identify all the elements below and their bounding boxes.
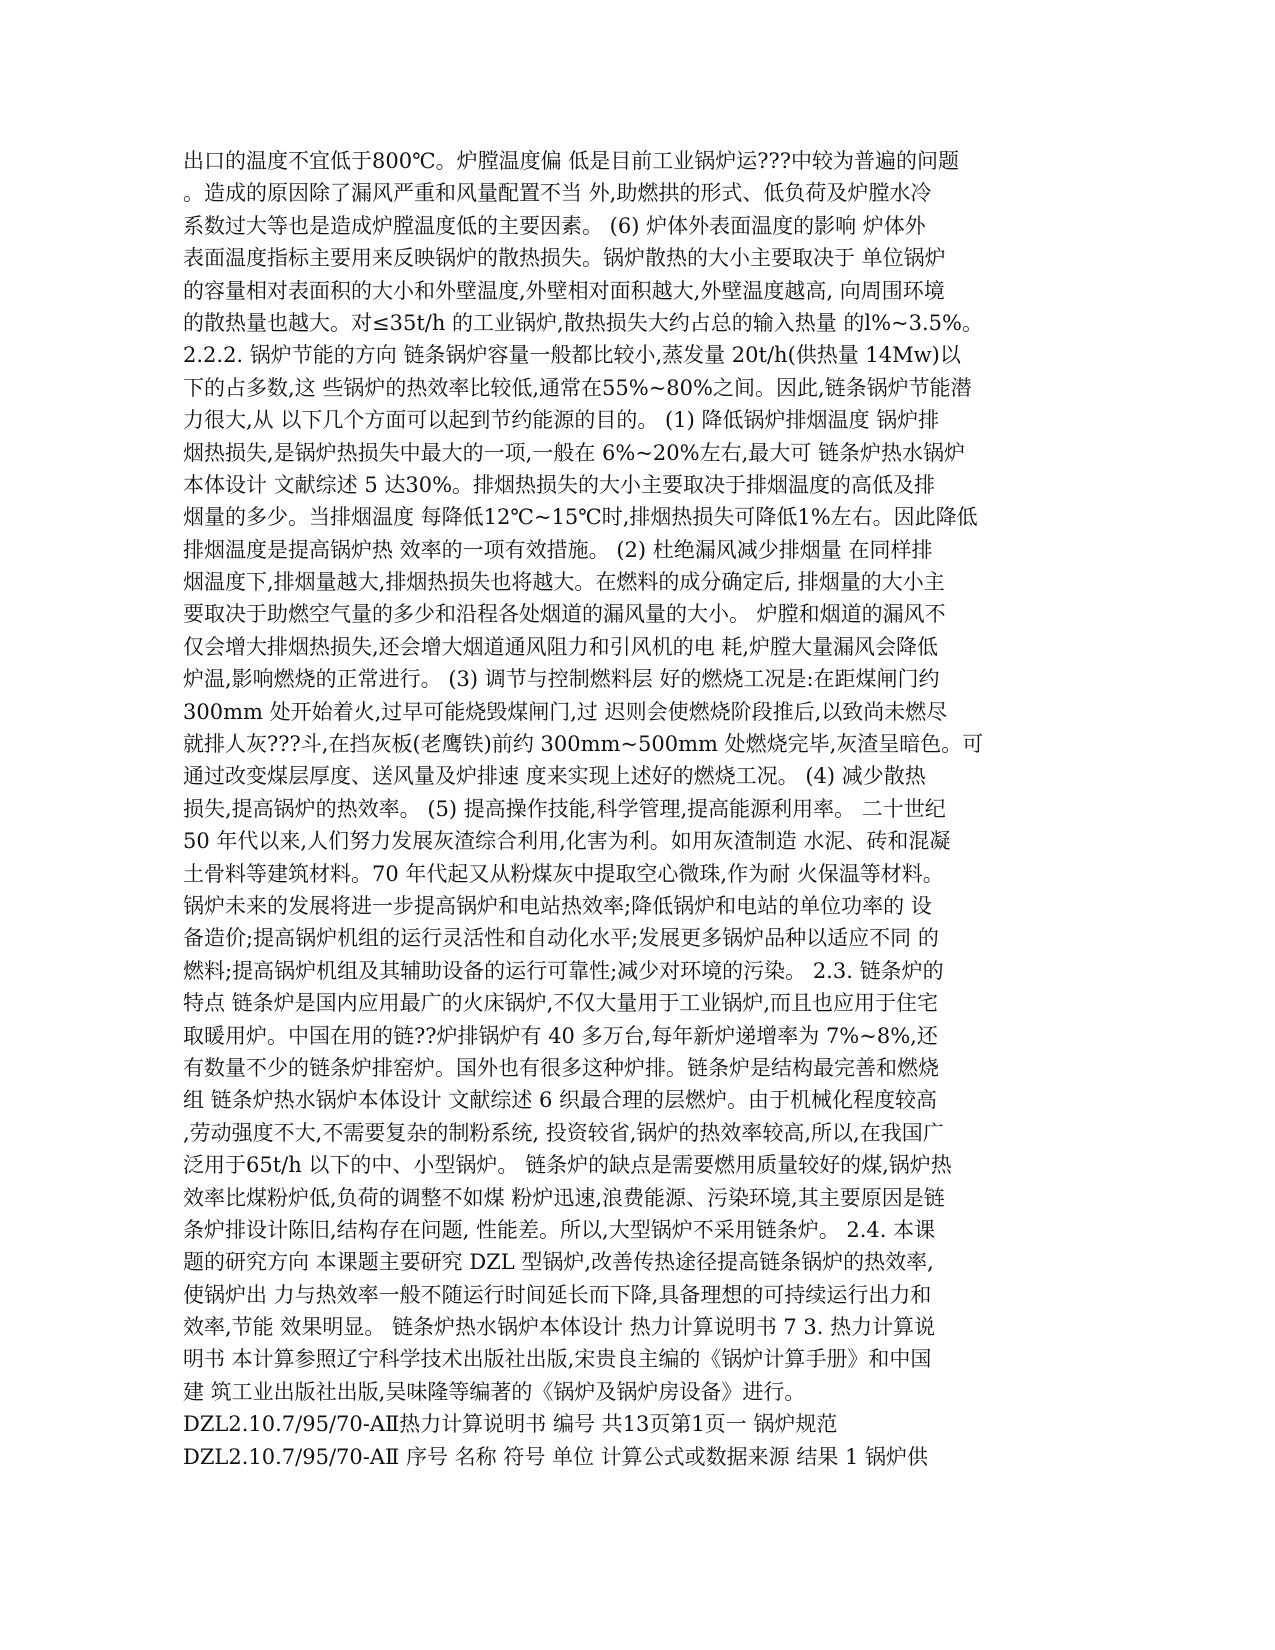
text-line: 下的占多数,这 些锅炉的热效率比较低,通常在55%~80%之间。因此,链条锅炉节能潜 [183, 375, 972, 400]
text-line: 备造价;提高锅炉机组的运行灵活性和自动化水平;发展更多锅炉品种以适应不同 的 [183, 926, 939, 951]
text-line: 有数量不少的链条炉排窑炉。国外也有很多这种炉排。链条炉是结构最完善和燃烧 [183, 1055, 939, 1080]
text-line: 烟量的多少。当排烟温度 每降低12℃~15℃时,排烟热损失可降低1%左右。因此降低 [183, 505, 978, 530]
text-line: 表面温度指标主要用来反映锅炉的散热损失。锅炉散热的大小主要取决于 单位锅炉 [183, 246, 946, 271]
text-line: 损失,提高锅炉的热效率。 (5) 提高操作技能,科学管理,提高能源利用率。 二十世纪 [183, 796, 946, 821]
text-line: 土骨料等建筑材料。70 年代起又从粉煤灰中提取空心微珠,作为耐 火保温等材料。 [183, 861, 944, 886]
text-line: 50 年代以来,人们努力发展灰渣综合利用,化害为利。如用灰渣制造 水泥、砖和混凝 [183, 829, 951, 854]
text-line: 的容量相对表面积的大小和外壁温度,外壁相对面积越大,外壁温度越高, 向周围环境 [183, 278, 945, 303]
text-line: ,劳动强度不大,不需要复杂的制粉系统, 投资较省,锅炉的热效率较高,所以,在我国广 [183, 1120, 944, 1145]
text-line: 泛用于65t/h 以下的中、小型锅炉。 链条炉的缺点是需要燃用质量较好的煤,锅炉热 [183, 1153, 952, 1178]
text-line: 取暖用炉。中国在用的链??炉排锅炉有 40 多万台,每年新炉递增率为 7%~8%,还 [183, 1023, 938, 1048]
text-line: 力很大,从 以下几个方面可以起到节约能源的目的。 (1) 降低锅炉排烟温度 锅炉排 [183, 408, 940, 433]
text-line: 烟温度下,排烟量越大,排烟热损失也将越大。在燃料的成分确定后, 排烟量的大小主 [183, 570, 945, 595]
body-text [183, 145, 1053, 1473]
text-line: 烟热损失,是锅炉热损失中最大的一项,一般在 6%~20%左右,最大可 链条炉热水锅炉 [183, 440, 965, 465]
text-line: 效率比煤粉炉低,负荷的调整不如煤 粉炉迅速,浪费能源、污染环境,其主要原因是链 [183, 1185, 945, 1210]
text-line: 燃料;提高锅炉机组及其辅助设备的运行可靠性;减少对环境的污染。 2.3. 链条炉的 [183, 958, 944, 983]
text-line: 条炉排设计陈旧,结构存在问题, 性能差。所以,大型锅炉不采用链条炉。 2.4. 本课 [183, 1217, 936, 1242]
text-line: 通过改变煤层厚度、送风量及炉排速 度来实现上述好的燃烧工况。 (4) 减少散热 [183, 764, 926, 789]
text-line: 。造成的原因除了漏风严重和风量配置不当 外,助燃拱的形式、低负荷及炉膛水冷 [183, 181, 932, 206]
text-line: DZL2.10.7/95/70-AⅡ热力计算说明书 编号 共13页第1页一 锅炉规范 [183, 1412, 838, 1437]
text-line: 炉温,影响燃烧的正常进行。 (3) 调节与控制燃料层 好的燃烧工况是:在距煤闸门约 [183, 667, 940, 692]
text-line: 建 筑工业出版社出版,吴味隆等编著的《锅炉及锅炉房设备》进行。 [183, 1379, 806, 1404]
text-line: 题的研究方向 本课题主要研究 DZL 型锅炉,改善传热途径提高链条锅炉的热效率, [183, 1250, 934, 1275]
text-line: 明书 本计算参照辽宁科学技术出版社出版,宋贵良主编的《锅炉计算手册》和中国 [183, 1347, 932, 1372]
text-line: DZL2.10.7/95/70-AⅡ 序号 名称 符号 单位 计算公式或数据来源 结果 1 锅炉供 [183, 1444, 929, 1469]
text-line: 出口的温度不宜低于800℃。炉膛温度偏 低是目前工业锅炉运???中较为普遍的问题 [183, 149, 960, 173]
text-line: 要取决于助燃空气量的多少和沿程各处烟道的漏风量的大小。 炉膛和烟道的漏风不 [183, 602, 946, 627]
text-line: 排烟温度是提高锅炉热 效率的一项有效措施。 (2) 杜绝漏风减少排烟量 在同样排 [183, 537, 933, 562]
text-line: 锅炉未来的发展将进一步提高锅炉和电站热效率;降低锅炉和电站的单位功率的 设 [183, 893, 932, 918]
text-line: 本体设计 文献综述 5 达30%。排烟热损失的大小主要取决于排烟温度的高低及排 [183, 472, 936, 497]
text-line: 系数过大等也是造成炉膛温度低的主要因素。 (6) 炉体外表面温度的影响 炉体外 [183, 213, 926, 238]
text-line: 300mm 处开始着火,过早可能烧毁煤闸门,过 迟则会使燃烧阶段推后,以致尚未燃尽 [183, 699, 948, 724]
text-line: 2.2.2. 锅炉节能的方向 链条锅炉容量一般都比较小,蒸发量 20t/h(供热量 14Mw)以 [183, 343, 961, 368]
text-line: 仅会增大排烟热损失,还会增大烟道通风阻力和引风机的电 耗,炉膛大量漏风会降低 [183, 634, 939, 659]
text-line: 组 链条炉热水锅炉本体设计 文献综述 6 织最合理的层燃炉。由于机械化程度较高 [183, 1088, 938, 1113]
text-line: 的散热量也越大。对≤35t/h 的工业锅炉,散热损失大约占总的输入热量 的l%~3.5%。 [183, 310, 983, 335]
text-line: 使锅炉出 力与热效率一般不随运行时间延长而下降,具备理想的可持续运行出力和 [183, 1282, 932, 1307]
text-line: 特点 链条炉是国内应用最广的火床锅炉,不仅大量用于工业锅炉,而且也应用于住宅 [183, 991, 939, 1016]
text-line: 就排人灰???斗,在挡灰板(老鹰铁)前约 300mm~500mm 处燃烧完毕,灰渣呈暗色。可 [183, 732, 984, 757]
text-line: 效率,节能 效果明显。 链条炉热水锅炉本体设计 热力计算说明书 7 3. 热力计算说 [183, 1315, 936, 1340]
